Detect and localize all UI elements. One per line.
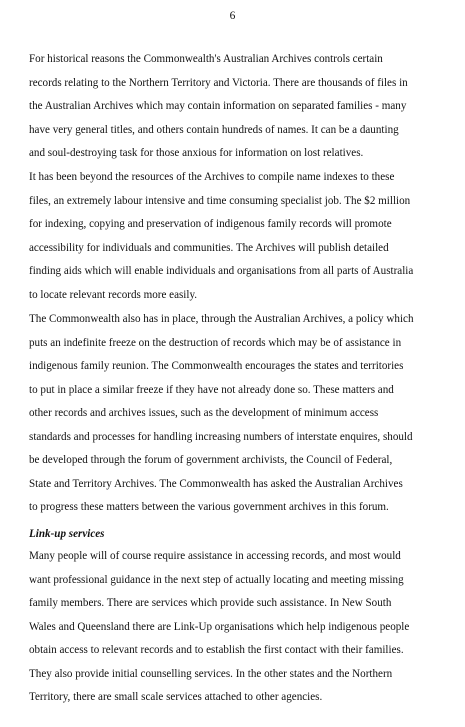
text-line: want professional guidance in the next step of actually locating and meeting missing bbox=[29, 573, 404, 586]
paragraph-name-indexes bbox=[29, 166, 447, 307]
text-line: family members. There are services which provide such assistance. In New South bbox=[29, 597, 392, 609]
text-line: and soul-destroying task for those anxious for information on lost relatives. bbox=[29, 147, 364, 159]
text-line: Wales and Queensland there are Link-Up organisations which help indigenous people bbox=[29, 620, 410, 633]
text-line: The Commonwealth also has in place, through the Australian Archives, a policy which bbox=[29, 313, 414, 325]
text-line: It has been beyond the resources of the Archives to compile name indexes to these bbox=[29, 171, 395, 183]
text-line: puts an indefinite freeze on the destruction of records which may be of assistance in bbox=[29, 336, 402, 349]
text-line: for indexing, copying and preservation of indigenous family records will promote bbox=[29, 218, 392, 230]
paragraph-link-up-services bbox=[29, 545, 447, 710]
text-line: other records and archives issues, such as the development of minimum access bbox=[29, 407, 379, 419]
page-number: 6 bbox=[229, 10, 236, 22]
section-heading: Link-up services bbox=[29, 528, 105, 540]
text-line: the Australian Archives which may contain information on separated families - many bbox=[29, 100, 407, 112]
text-line: have very general titles, and others contain hundreds of names. It can be a daunting bbox=[29, 123, 399, 136]
text-line: State and Territory Archives. The Commonwealth has asked the Australian Archives bbox=[29, 477, 403, 490]
text-line: to put in place a similar freeze if they have not already done so. These matters and bbox=[29, 383, 394, 396]
text-line: indigenous family reunion. The Commonwealth encourages the states and territories bbox=[29, 360, 404, 372]
text-line: accessibility for individuals and communities. The Archives will publish detailed bbox=[29, 241, 389, 254]
paragraph-archives-control bbox=[29, 48, 447, 166]
text-line: They also provide initial counselling services. In the other states and the Northern bbox=[29, 667, 393, 680]
text-line: Territory, there are small scale services attached to other agencies. bbox=[29, 691, 323, 703]
text-line: standards and processes for handling increasing numbers of interstate enquires, should bbox=[29, 430, 413, 443]
text-line: to locate relevant records more easily. bbox=[29, 288, 198, 301]
text-line: obtain access to relevant records and to establish the first contact with their families. bbox=[29, 644, 404, 656]
text-line: Many people will of course require assistance in accessing records, and most would bbox=[29, 550, 401, 562]
text-line: files, an extremely labour intensive and time consuming specialist job. The $2 million bbox=[29, 194, 411, 207]
text-line: be developed through the forum of government archivists, the Council of Federal, bbox=[29, 454, 393, 466]
text-line: finding aids which will enable individuals and organisations from all parts of Australia bbox=[29, 265, 414, 277]
paragraph-records-freeze bbox=[29, 308, 447, 520]
text-line: records relating to the Northern Territory and Victoria. There are thousands of files in bbox=[29, 76, 408, 89]
text-line: to progress these matters between the various government archives in this forum. bbox=[29, 501, 389, 513]
text-line: For historical reasons the Commonwealth's Australian Archives controls certain bbox=[29, 53, 383, 65]
